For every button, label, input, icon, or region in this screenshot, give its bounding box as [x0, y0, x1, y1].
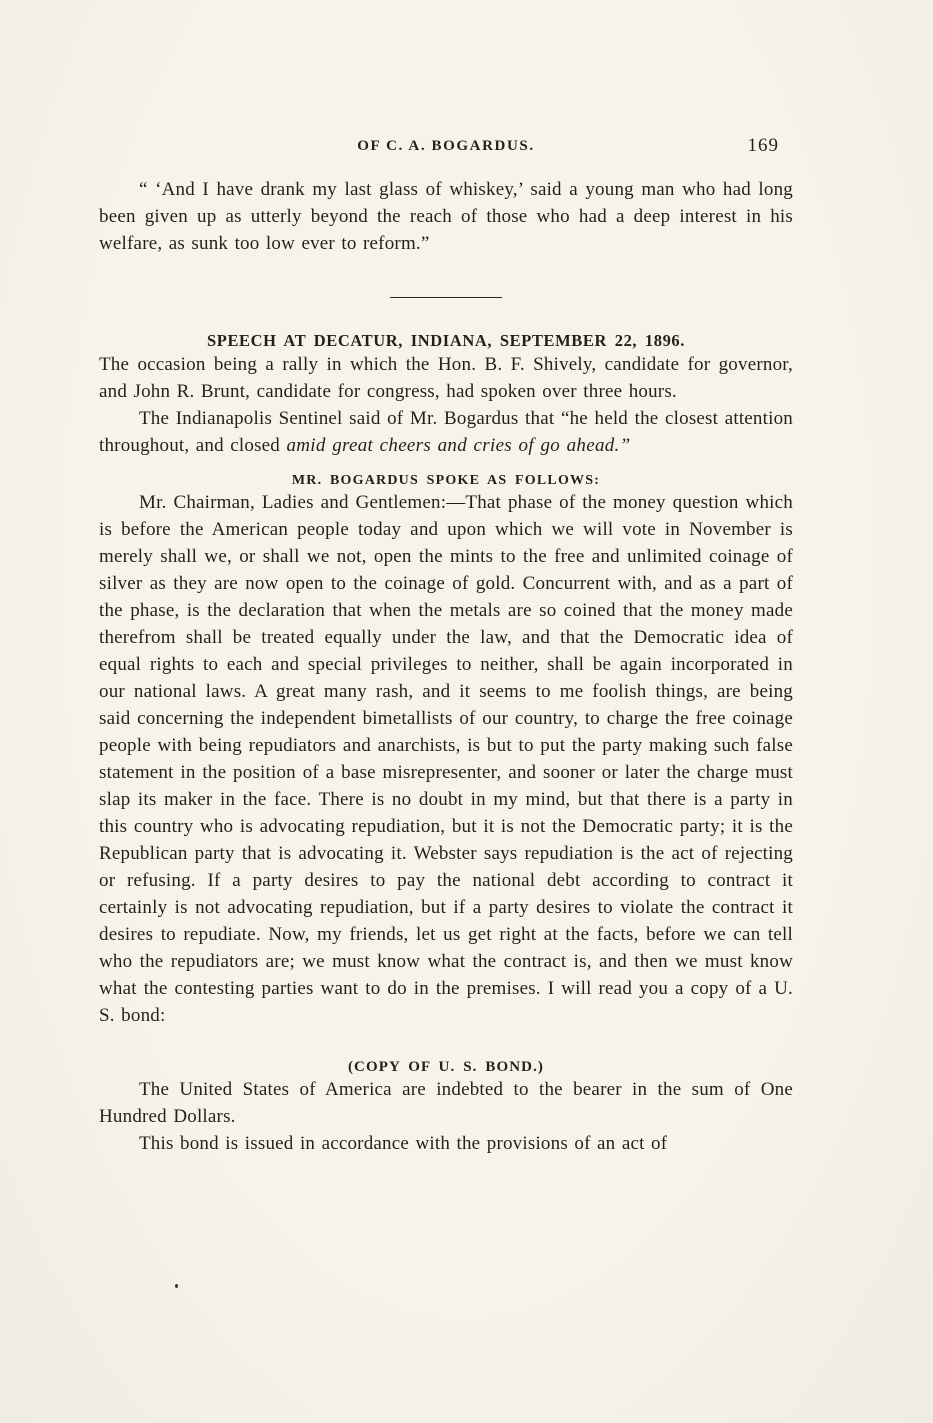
running-head: OF C. A. BOGARDUS.: [357, 138, 535, 154]
spoke-heading: MR. BOGARDUS SPOKE AS FOLLOWS:: [291, 473, 601, 488]
occasion-paragraph: The occasion being a rally in which the Hon. B. F. Shively, candidate for governor, and John R. Brunt, candidate for congress, had spoken over three hours.: [99, 354, 793, 402]
sentinel-paragraph-italic: amid great cheers and cries of go ahead.”: [286, 435, 631, 456]
bond-paragraph-2: This bond is issued in accordance with the provisions of an act of: [139, 1133, 668, 1154]
speech-heading: SPEECH AT DECATUR, INDIANA, SEPTEMBER 22, 1896.: [206, 331, 685, 350]
scan-artifact-dot: [175, 1284, 178, 1288]
bond-paragraph-1: The United States of America are indebted to the bearer in the sum of One Hundred Dollars.: [99, 1079, 793, 1127]
speech-body-paragraph: Mr. Chairman, Ladies and Gentlemen:—That phase of the money question which is before the American people today and upon which we will vote in November is merely shall we, or shall we not, open the mints to the free and unlimited coinage of silver as they are now open to the coinage of gold. Concurrent with, and as a part of the phase, is the declaration that when the metals are so coined that the money made therefrom shall be treated equally under the law, and that the Democratic idea of equal rights to each and special privileges to neither, shall be again incorporated in our national laws. A great many rash, and it seems to me foolish things, are being said concerning the independent bimetallists of our country, to charge the free coinage people with being repudiators and anarchists, is but to put the party making such false statement in the position of a base misrepresenter, and sooner or later the charge must slap its maker in the face. There is no doubt in my mind, but that there is a party in this country who is advocating repudiation, but it is not the Democratic party; it is the Republican party that is advocating it. Webster says repudiation is the act of rejecting or refusing. If a party desires to pay the national debt according to contract it certainly is not advocating repudiation, but if a party desires to violate the contract it desires to repudiate. Now, my friends, let us get right at the facts, before we can tell who the repudiators are; we must know what the contract is, and then we must know what the contesting parties want to do in the premises. I will read you a copy of a U. S. bond:: [99, 492, 793, 1026]
page-number: 169: [747, 135, 779, 156]
bond-copy-heading: (COPY OF U. S. BOND.): [347, 1059, 545, 1075]
text-block: [99, 135, 793, 1157]
intro-paragraph: “ ‘And I have drank my last glass of whiskey,’ said a young man who had long been given up as utterly beyond the reach of those who had a deep interest in his welfare, as sunk too low ever to reform.”: [99, 179, 793, 254]
section-divider: [390, 297, 502, 298]
sentinel-paragraph-normal: The Indianapolis Sentinel said of Mr. Bogardus that “he held the closest attention throughout, and closed: [99, 408, 793, 456]
sentinel-paragraph: [99, 405, 793, 459]
running-head-row: [99, 135, 793, 162]
